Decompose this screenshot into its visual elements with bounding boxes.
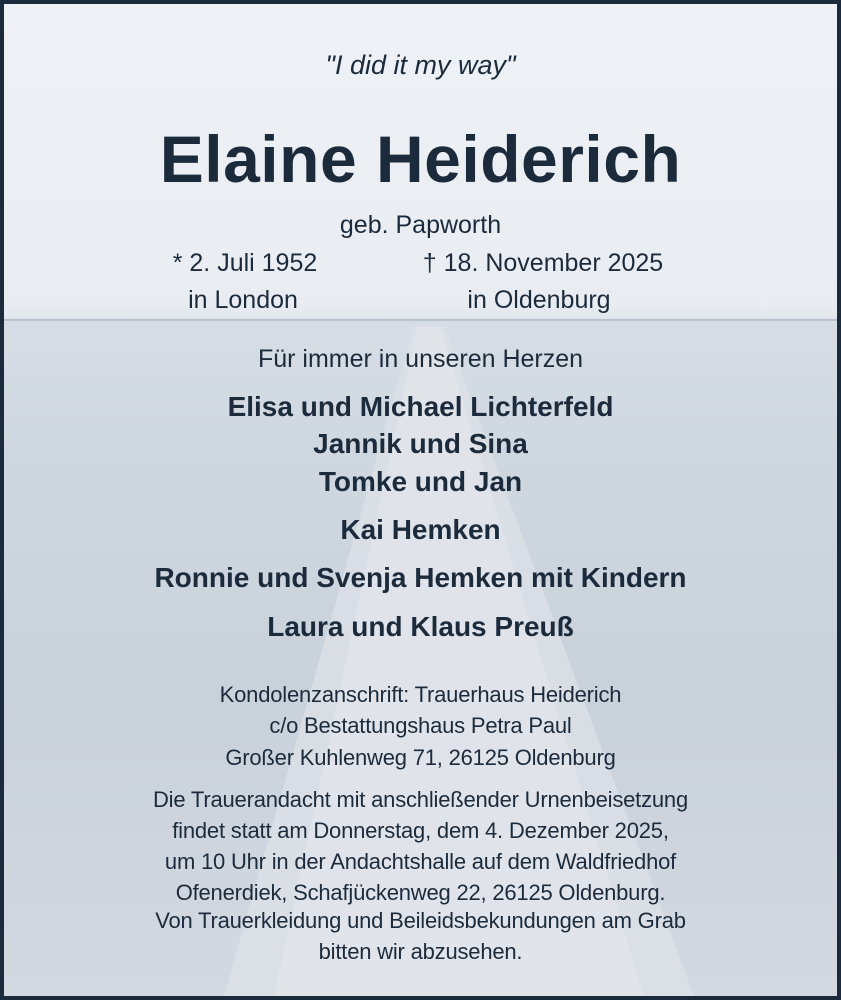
service-info: Ofenerdiek, Schafjückenweg 22, 26125 Oldenburg. [175, 880, 666, 905]
dedication: Für immer in unseren Herzen [257, 345, 584, 373]
mourner: Elisa und Michael Lichterfeld [227, 391, 614, 422]
service-info: Von Trauerkleidung und Beileidsbekundungen am Grab [155, 908, 686, 933]
quote: "I did it my way" [325, 50, 516, 80]
service-info: findet statt am Donnerstag, dem 4. Dezember 2025, [172, 818, 669, 843]
mourner: Tomke und Jan [318, 466, 523, 497]
service-info: bitten wir abzusehen. [318, 939, 523, 964]
mourner: Ronnie und Svenja Hemken mit Kindern [154, 562, 687, 593]
mourner: Kai Hemken [340, 514, 501, 545]
death-place: in Oldenburg [467, 286, 611, 314]
condolence-address: Großer Kuhlenweg 71, 26125 Oldenburg [225, 745, 616, 770]
death-date: † 18. November 2025 [422, 249, 664, 277]
deceased-name: Elaine Heiderich [159, 122, 682, 196]
service-info: um 10 Uhr in der Andachtshalle auf dem Waldfriedhof [164, 849, 677, 874]
condolence-address: c/o Bestattungshaus Petra Paul [269, 713, 572, 738]
birth-place: in London [188, 286, 298, 314]
mourner: Jannik und Sina [313, 428, 528, 459]
condolence-address: Kondolenzanschrift: Trauerhaus Heiderich [219, 682, 622, 707]
mourner: Laura und Klaus Preuß [267, 611, 574, 642]
birth-date: * 2. Juli 1952 [172, 249, 318, 277]
service-info: Die Trauerandacht mit anschließender Urnenbeisetzung [152, 787, 688, 812]
birth-name: geb. Papworth [339, 211, 502, 239]
